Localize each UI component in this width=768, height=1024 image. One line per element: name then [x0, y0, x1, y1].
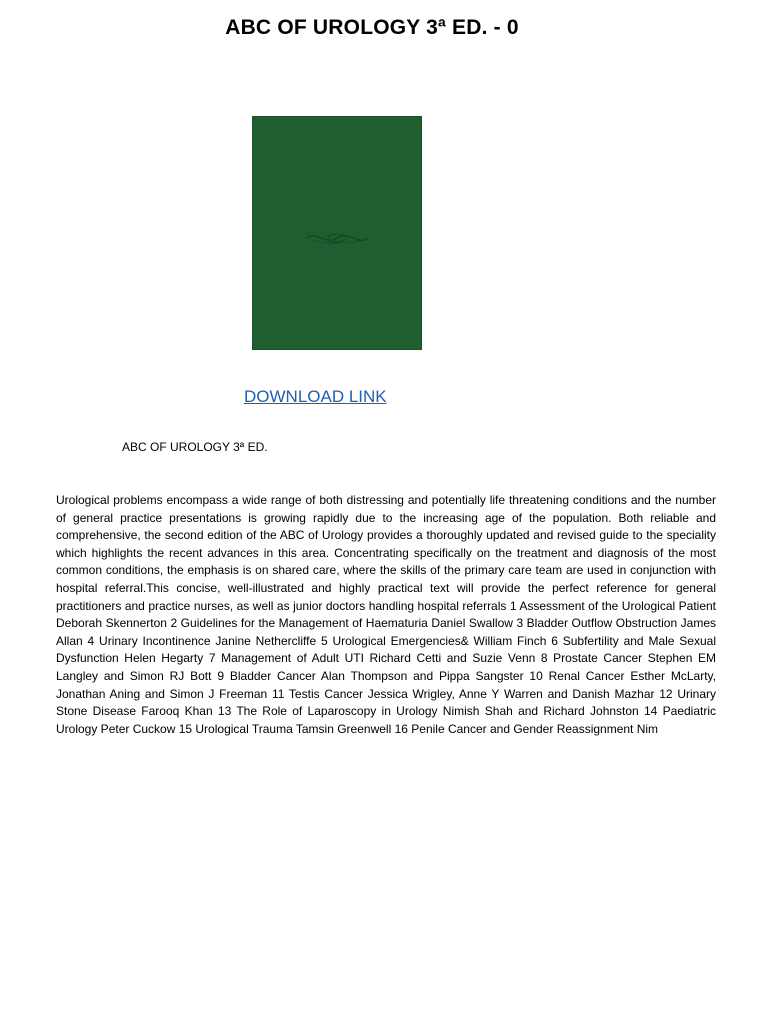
description-container [56, 492, 716, 750]
book-cover-image [252, 116, 422, 350]
description-text: Urological problems encompass a wide range of both distressing and potentially life threatening conditions and the number of general practice presentations is growing rapidly due to the increasing age of the population. Both reliable and comprehensive, the second edition of the ABC of Urology provides a thoroughly updated and revised guide to the speciality which highlights the recent advances in this area. Concentrating specifically on the treatment and diagnosis of the most common conditions, the emphasis is on shared care, where the skills of the primary care team are used in conjunction with hospital referral.This concise, well-illustrated and highly practical text will provide the perfect reference for general practitioners and practice nurses, as well as junior doctors handling hospital referrals 1 Assessment of the Urological Patient Deborah Skennerton 2 Guidelines for the Management of Haematuria Daniel Swallow 3 Bladder Outflow Obstruction James Allan 4 Urinary Incontinence Janine Nethercliffe 5 Urological Emergencies& William Finch 6 Subfertility and Male Sexual Dysfunction Helen Hegarty 7 Management of Adult UTI Richard Cetti and Suzie Venn 8 Prostate Cancer Stephen EM Langley and Simon RJ Bott 9 Bladder Cancer Alan Thompson and Pippa Sangster 10 Renal Cancer Esther McLarty, Jonathan Aning and Simon J Freeman 11 Testis Cancer Jessica Wrigley, Anne Y Warren and Danish Mazhar 12 Urinary Stone Disease Farooq Khan 13 The Role of Laparoscopy in Urology Nimish Shah and Richard Johnston 14 Paediatric Urology Peter Cuckow 15 Urological Trauma Tamsin Greenwell 16 Penile Cancer and Gender Reassignment Nim [56, 493, 716, 736]
download-link[interactable]: DOWNLOAD LINK [244, 387, 387, 406]
cover-ornament-icon [302, 228, 372, 248]
book-subtitle: ABC OF UROLOGY 3ª ED. [122, 440, 268, 454]
page-title: ABC OF UROLOGY 3ª ED. - 0 [225, 16, 519, 39]
